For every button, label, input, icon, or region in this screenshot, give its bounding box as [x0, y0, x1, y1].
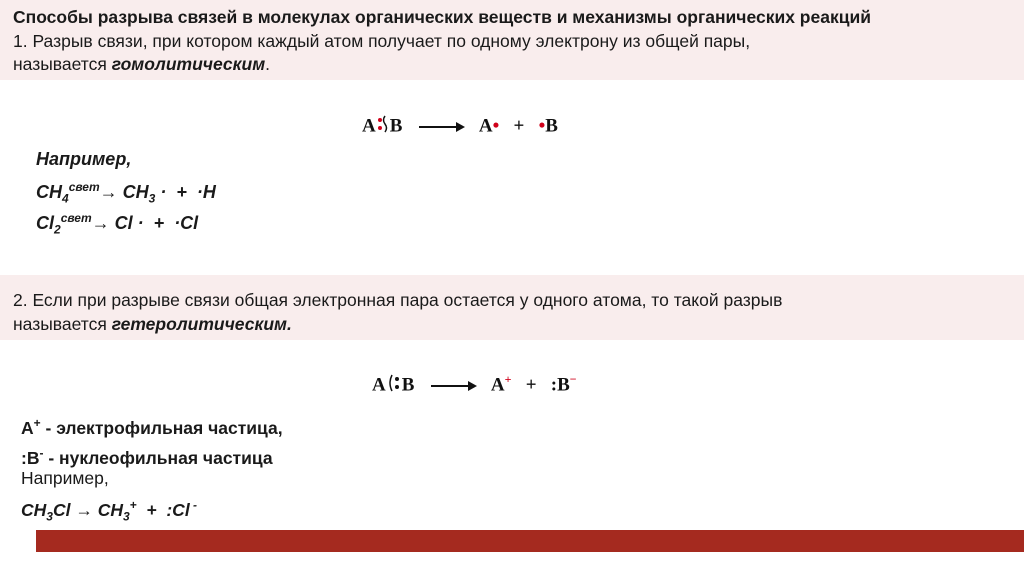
section2-prefix: называется	[13, 314, 112, 334]
eq2-plus: +	[148, 213, 175, 233]
eq1-arrow: →	[99, 182, 118, 202]
reaction-arrow-icon	[419, 126, 463, 128]
nucleophile-definition	[21, 442, 273, 469]
heterolytic-term: гетеролитическим.	[111, 314, 292, 334]
eq1-product1: CH	[122, 182, 149, 202]
section1-line1: 1. Разрыв связи, при котором каждый атом получает по одному электрону из общей пары,	[13, 31, 751, 51]
eq1-plus: · +	[155, 182, 197, 202]
nucleophile-symbol: :B	[21, 447, 40, 468]
nucleophile-text: - нуклеофильная частица	[43, 447, 273, 468]
electron-pair-break-icon	[386, 373, 402, 399]
section1-line2	[13, 53, 270, 75]
scheme2-product-b: B	[557, 374, 570, 396]
eq3-reactant-rest: Cl	[52, 499, 71, 520]
footer-accent-bar	[36, 530, 1024, 552]
eq2-reactant: Cl	[36, 213, 54, 233]
radical-dot-icon: •	[538, 115, 546, 137]
eq3-product2: :Cl	[166, 499, 190, 520]
scheme1-atom-a: A	[362, 115, 376, 137]
section1-suffix: .	[265, 54, 271, 74]
eq3-product1-sub: 3	[122, 509, 130, 524]
electrophile-definition	[21, 412, 283, 439]
electrophile-symbol: A	[21, 417, 34, 438]
eq3-reactant: CH	[21, 499, 47, 520]
example2-eq	[21, 494, 197, 527]
example1-heading: Например,	[36, 149, 132, 169]
eq1-product1-sub: 3	[148, 191, 156, 206]
scheme2-product-a: A	[490, 374, 505, 396]
slide-title: Способы разрыва связей в молекулах органических веществ и механизмы органических реакций	[13, 7, 871, 27]
scheme1-atom-b: B	[389, 115, 403, 137]
scheme1-product-a: A	[478, 115, 493, 137]
scheme2-atom-b: B	[401, 374, 415, 396]
homolytic-term: гомолитическим	[111, 54, 266, 74]
eq2-product1: Cl ·	[114, 213, 149, 233]
eq3-plus: +	[136, 499, 167, 520]
example1-eq2	[36, 207, 198, 241]
example1-eq1	[36, 176, 216, 210]
reaction-arrow-icon	[431, 385, 475, 387]
scheme2-plus: +	[525, 374, 537, 396]
nucleophile-charge: -	[39, 446, 44, 460]
eq3-product2-charge: -	[189, 498, 198, 512]
eq3-arrow: →	[70, 499, 98, 520]
heterolytic-scheme	[372, 372, 577, 399]
scheme2-charge-a: +	[504, 372, 512, 386]
scheme1-product-b: B	[545, 115, 558, 137]
eq1-product2: ·H	[196, 182, 216, 202]
eq1-reactant: CH	[36, 182, 62, 202]
electrophile-charge: +	[33, 416, 41, 430]
electron-pair-icon: :	[550, 374, 558, 396]
eq2-arrow: →	[91, 213, 110, 233]
scheme2-atom-a: A	[372, 374, 386, 396]
radical-dot-icon: •	[492, 115, 500, 137]
scheme2-charge-b: −	[569, 372, 577, 386]
eq3-product1: CH	[97, 499, 123, 520]
electrophile-text: - электрофильная частица,	[40, 417, 283, 438]
eq2-product2: ·Cl	[174, 213, 199, 233]
section1-prefix: называется	[13, 54, 112, 74]
eq3-product1-charge: +	[129, 498, 137, 512]
eq1-condition: свет	[68, 180, 100, 194]
scheme1-plus: +	[513, 115, 525, 137]
eq2-condition: свет	[60, 211, 92, 225]
eq3-reactant-sub: 3	[46, 509, 53, 524]
section2-line1: 2. Если при разрыве связи общая электронная пара остается у одного атома, то такой разрыв	[13, 290, 783, 310]
split-electrons-icon	[376, 114, 390, 140]
eq2-reactant-sub: 2	[54, 222, 61, 237]
eq1-reactant-sub: 4	[62, 191, 69, 206]
section2-line2	[13, 313, 292, 335]
homolytic-scheme	[362, 114, 558, 140]
example2-heading: Например,	[21, 468, 109, 488]
